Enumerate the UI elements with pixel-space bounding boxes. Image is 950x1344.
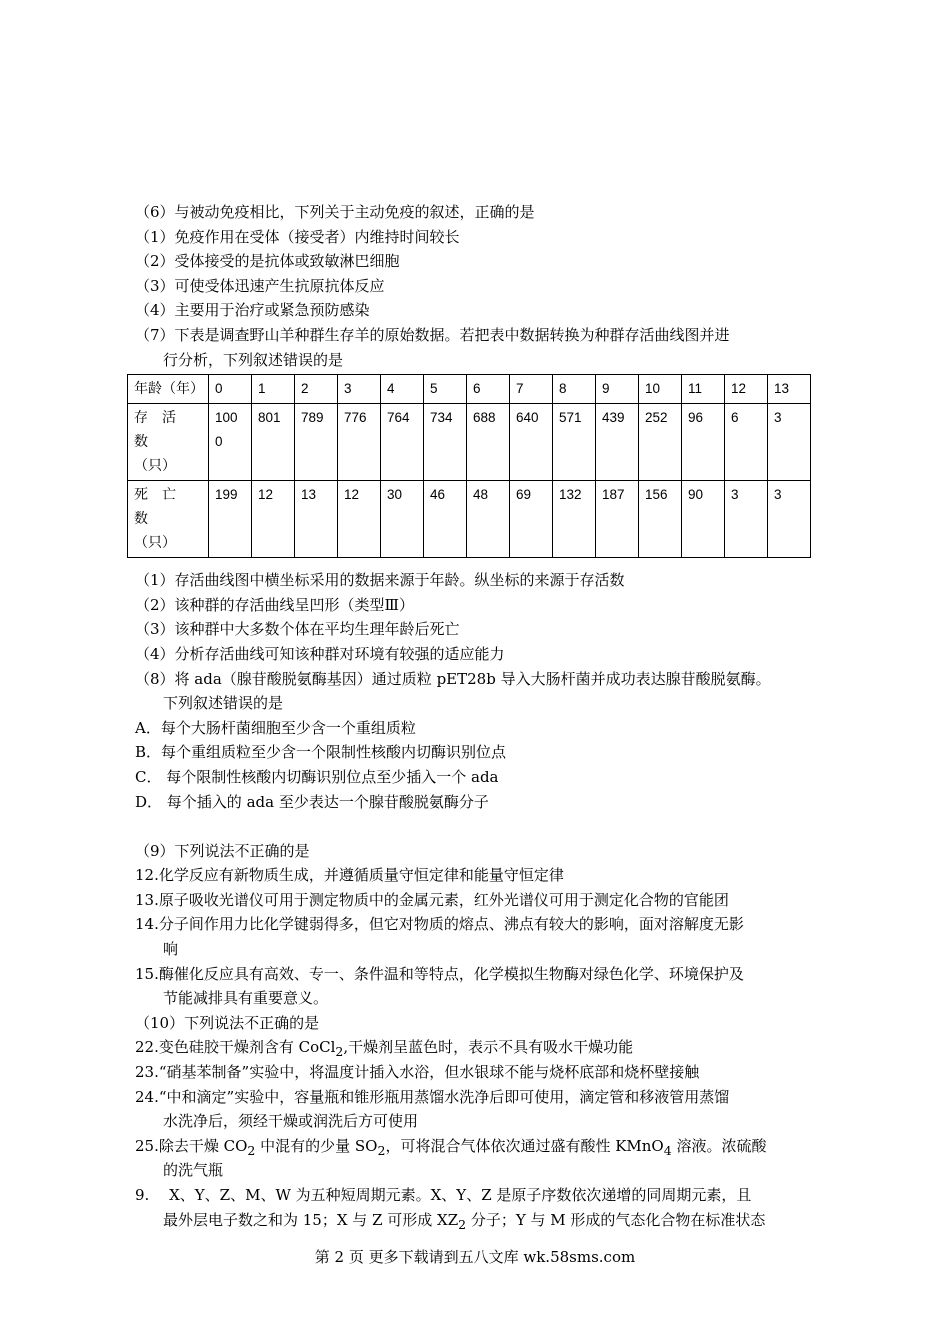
table-row-death bbox=[128, 481, 811, 558]
q9-item-12: 12.化学反应有新物质生成，并遵循质量守恒定律和能量守恒定律 bbox=[135, 866, 564, 885]
table-cell: 3 bbox=[725, 481, 768, 558]
q11-line2-b: 分子；Y 与 M 形成的气态化合物在标准状态 bbox=[466, 1210, 766, 1229]
page-footer: 第 2 页 更多下载请到五八文库 wk.58sms.com bbox=[314, 1248, 636, 1266]
q11-line2 bbox=[135, 1208, 835, 1233]
q10-item-22-a: 22.变色硅胶干燥剂含有 CoCl bbox=[135, 1038, 336, 1057]
q11-line2-sub: 2 bbox=[458, 1216, 467, 1232]
table-row-survive bbox=[128, 404, 811, 481]
table-cell bbox=[209, 404, 252, 481]
table-cell: 8 bbox=[553, 375, 596, 404]
q10-item-22-b: ,干燥剂呈蓝色时，表示不具有吸水干燥功能 bbox=[343, 1038, 634, 1057]
q10-item-25-a: 25.除去干燥 CO bbox=[135, 1136, 248, 1155]
table-cell: 10 bbox=[639, 375, 682, 404]
table-cell: 13 bbox=[768, 375, 811, 404]
table-cell: 6 bbox=[725, 404, 768, 481]
death-header bbox=[128, 481, 209, 558]
survive-header-a: 存活数 bbox=[134, 410, 190, 451]
table-cell: 0 bbox=[209, 375, 252, 404]
q10-item-25-d: 溶液。浓硫酸 bbox=[671, 1136, 767, 1155]
q7-option-2: （2）该种群的存活曲线呈凹形（类型Ⅲ） bbox=[135, 595, 415, 614]
q10-item-25 bbox=[135, 1134, 835, 1159]
q7-stem-line1: （7）下表是调查野山羊种群生存羊的原始数据。若把表中数据转换为种群存活曲线图并进 bbox=[135, 325, 730, 344]
q7-stem-line2: 行分析，下列叙述错误的是 bbox=[163, 350, 344, 369]
table-row-age bbox=[128, 375, 811, 404]
table-cell: 13 bbox=[295, 481, 338, 558]
q10-item-25-b: 中混有的少量 SO bbox=[255, 1136, 378, 1155]
table-cell: 9 bbox=[596, 375, 639, 404]
q8-option-c: C． 每个限制性核酸内切酶识别位点至少插入一个 ada bbox=[135, 767, 499, 786]
table-cell: 5 bbox=[424, 375, 467, 404]
table-cell: 2 bbox=[295, 375, 338, 404]
table-cell: 156 bbox=[639, 481, 682, 558]
age-header: 年龄（年） bbox=[128, 375, 209, 404]
death-header-b: （只） bbox=[134, 535, 176, 552]
table-cell: 30 bbox=[381, 481, 424, 558]
q9-item-14-cont: 响 bbox=[163, 940, 179, 959]
table-cell: 12 bbox=[252, 481, 295, 558]
q6-option-1: （1）免疫作用在受体（接受者）内维持时间较长 bbox=[135, 227, 460, 246]
table-cell: 6 bbox=[467, 375, 510, 404]
table-cell: 90 bbox=[682, 481, 725, 558]
q6-option-2: （2）受体接受的是抗体或致敏淋巴细胞 bbox=[135, 252, 400, 271]
table-cell: 764 bbox=[381, 404, 424, 481]
q9-item-14: 14.分子间作用力比化学键弱得多，但它对物质的熔点、沸点有较大的影响，面对溶解度无影 bbox=[135, 915, 744, 934]
q8-option-b: B．每个重组质粒至少含一个限制性核酸内切酶识别位点 bbox=[135, 743, 507, 762]
survive-first-b: 0 bbox=[215, 434, 223, 450]
table-cell: 688 bbox=[467, 404, 510, 481]
q7-option-1: （1）存活曲线图中横坐标采用的数据来源于年龄。纵坐标的来源于存活数 bbox=[135, 571, 625, 590]
table-cell: 187 bbox=[596, 481, 639, 558]
table-cell: 439 bbox=[596, 404, 639, 481]
table-cell: 3 bbox=[768, 404, 811, 481]
table-cell: 3 bbox=[338, 375, 381, 404]
document-body bbox=[135, 200, 835, 1232]
q10-item-24: 24.“中和滴定”实验中，容量瓶和锥形瓶用蒸馏水洗净后即可使用，滴定管和移液管用蒸馏 bbox=[135, 1087, 730, 1106]
table-cell: 776 bbox=[338, 404, 381, 481]
survive-first-a: 100 bbox=[215, 410, 238, 426]
q9-item-13: 13.原子吸收光谱仪可用于测定物质中的金属元素，红外光谱仪可用于测定化合物的官能团 bbox=[135, 890, 729, 909]
table-cell: 640 bbox=[510, 404, 553, 481]
q10-item-22-sub: 2 bbox=[335, 1044, 344, 1060]
survive-header bbox=[128, 404, 209, 481]
q10-item-25-cont: 的洗气瓶 bbox=[163, 1161, 224, 1180]
q10-item-25-sub1: 2 bbox=[247, 1142, 256, 1158]
q10-stem: （10）下列说法不正确的是 bbox=[135, 1013, 320, 1032]
table-cell: 1 bbox=[252, 375, 295, 404]
survive-header-b: （只） bbox=[134, 458, 176, 475]
q7-option-4: （4）分析存活曲线可知该种群对环境有较强的适应能力 bbox=[135, 644, 505, 663]
table-cell: 11 bbox=[682, 375, 725, 404]
q8-stem-line2: 下列叙述错误的是 bbox=[163, 694, 284, 713]
table-cell: 252 bbox=[639, 404, 682, 481]
q8-option-a: A．每个大肠杆菌细胞至少含一个重组质粒 bbox=[135, 718, 416, 737]
q8-option-d: D． 每个插入的 ada 至少表达一个腺苷酸脱氨酶分子 bbox=[135, 792, 489, 811]
q10-item-23: 23.“硝基苯制备”实验中，将温度计插入水浴，但水银球不能与烧杯底部和烧杯壁接触 bbox=[135, 1063, 700, 1082]
table-cell: 801 bbox=[252, 404, 295, 481]
table-cell: 12 bbox=[338, 481, 381, 558]
q10-item-25-sub3: 4 bbox=[663, 1142, 672, 1158]
table-cell: 69 bbox=[510, 481, 553, 558]
q10-item-22 bbox=[135, 1035, 835, 1060]
death-header-a: 死亡数 bbox=[134, 487, 190, 528]
spacer bbox=[135, 814, 835, 839]
q7-option-3: （3）该种群中大多数个体在平均生理年龄后死亡 bbox=[135, 620, 460, 639]
table-cell: 46 bbox=[424, 481, 467, 558]
table-cell: 4 bbox=[381, 375, 424, 404]
q9-item-15-cont: 节能减排具有重要意义。 bbox=[163, 989, 329, 1008]
q6-option-3: （3）可使受体迅速产生抗原抗体反应 bbox=[135, 276, 385, 295]
q8-stem-line1: （8）将 ada（腺苷酸脱氨酶基因）通过质粒 pET28b 导入大肠杆菌并成功表达腺苷酸脱氨酶。 bbox=[135, 669, 771, 688]
q10-item-25-c: ，可将混合气体依次通过盛有酸性 KMnO bbox=[385, 1136, 664, 1155]
table-cell: 48 bbox=[467, 481, 510, 558]
table-cell: 734 bbox=[424, 404, 467, 481]
q11-line1: 9. X、Y、Z、M、W 为五种短周期元素。X、Y、Z 是原子序数依次递增的同周期元素，且 bbox=[135, 1186, 752, 1204]
q6-option-4: （4）主要用于治疗或紧急预防感染 bbox=[135, 301, 370, 320]
q6-stem: （6）与被动免疫相比，下列关于主动免疫的叙述，正确的是 bbox=[135, 203, 535, 221]
q9-stem: （9）下列说法不正确的是 bbox=[135, 841, 310, 860]
table-cell: 571 bbox=[553, 404, 596, 481]
q10-item-25-sub2: 2 bbox=[377, 1142, 386, 1158]
q11-line2-a: 最外层电子数之和为 15；X 与 Z 可形成 XZ bbox=[163, 1210, 459, 1229]
table-cell: 7 bbox=[510, 375, 553, 404]
table-cell: 12 bbox=[725, 375, 768, 404]
survival-table bbox=[127, 374, 811, 558]
table-cell: 199 bbox=[209, 481, 252, 558]
table-cell: 132 bbox=[553, 481, 596, 558]
q9-item-15: 15.酶催化反应具有高效、专一、条件温和等特点，化学模拟生物酶对绿色化学、环境保护及 bbox=[135, 964, 744, 983]
table-cell: 3 bbox=[768, 481, 811, 558]
table-cell: 96 bbox=[682, 404, 725, 481]
table-cell: 789 bbox=[295, 404, 338, 481]
q10-item-24-cont: 水洗净后，须经干燥或润洗后方可使用 bbox=[163, 1112, 419, 1131]
